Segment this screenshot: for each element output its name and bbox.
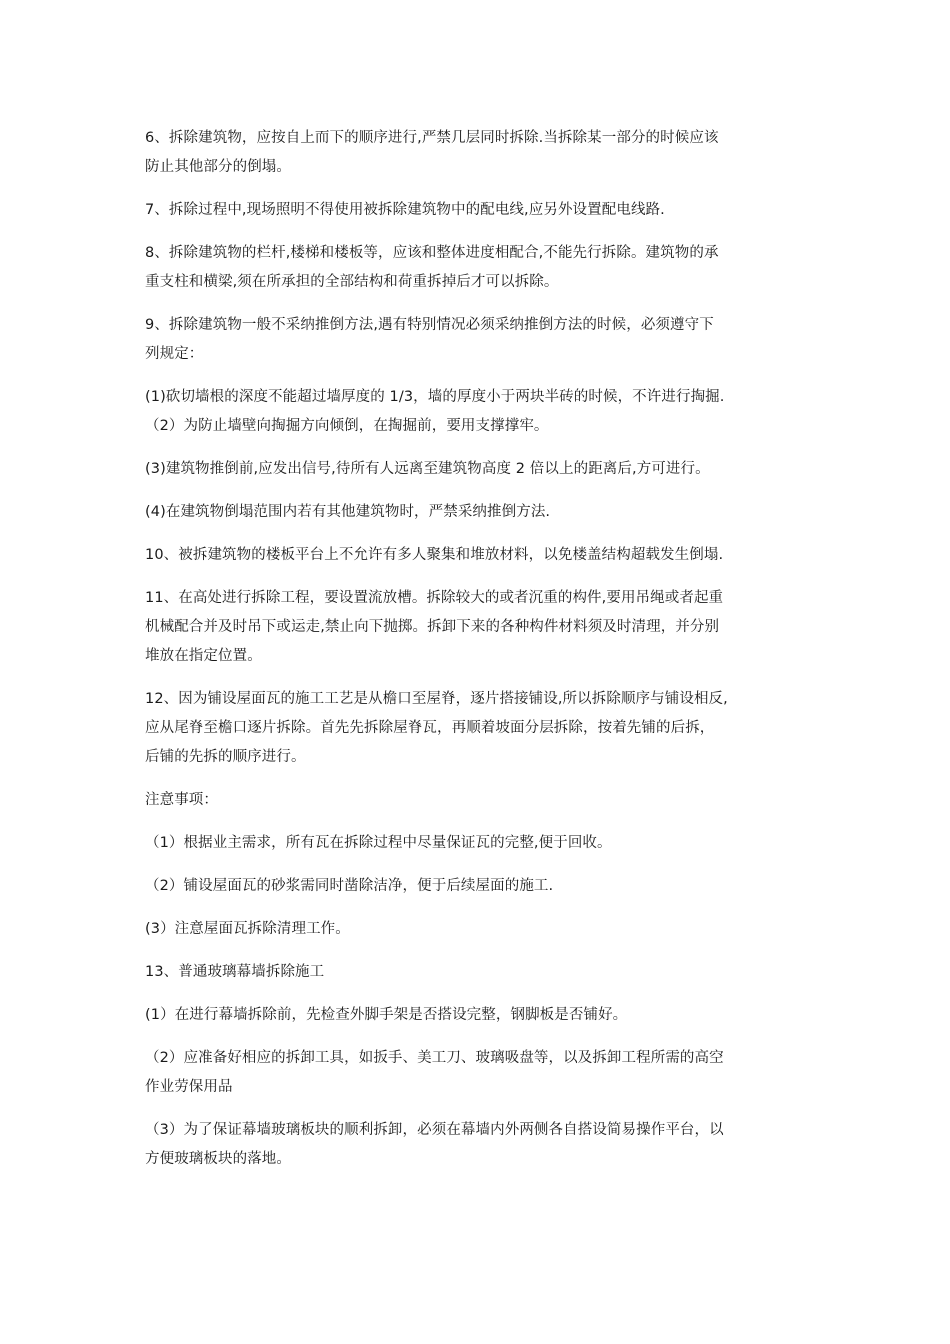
paragraph xyxy=(145,498,810,527)
text-line: (1）在进行幕墙拆除前，先检查外脚手架是否搭设完整，钢脚板是否铺好。 xyxy=(145,1007,628,1023)
paragraph xyxy=(145,239,810,297)
paragraph xyxy=(145,915,810,944)
text-line: 13、普通玻璃幕墙拆除施工 xyxy=(145,964,325,980)
text-line: （2）铺设屋面瓦的砂浆需同时凿除洁净，便于后续屋面的施工. xyxy=(145,878,554,894)
paragraph xyxy=(145,455,810,484)
text-line: 6、拆除建筑物，应按自上而下的顺序进行,严禁几层同时拆除.当拆除某一部分的时候应该 xyxy=(145,130,719,146)
paragraph xyxy=(145,1044,810,1102)
paragraph xyxy=(145,196,810,225)
text-line: （3）为了保证幕墙玻璃板块的顺利拆卸，必须在幕墙内外两侧各自搭设简易操作平台，以 xyxy=(145,1122,724,1138)
text-line: （2）应准备好相应的拆卸工具，如扳手、美工刀、玻璃吸盘等，以及拆卸工程所需的高空 xyxy=(145,1050,724,1066)
text-line: （1）根据业主需求，所有瓦在拆除过程中尽量保证瓦的完整,便于回收。 xyxy=(145,835,612,851)
text-line: 11、在高处进行拆除工程，要设置流放槽。拆除较大的或者沉重的构件,要用吊绳或者起重 xyxy=(145,590,724,606)
text-line: 8、拆除建筑物的栏杆,楼梯和楼板等，应该和整体进度相配合,不能先行拆除。建筑物的承 xyxy=(145,245,719,261)
text-line: 应从尾脊至檐口逐片拆除。首先先拆除屋脊瓦，再顺着坡面分层拆除，按着先铺的后拆， xyxy=(145,720,715,736)
text-line: 12、因为铺设屋面瓦的施工工艺是从檐口至屋脊，逐片搭接铺设,所以拆除顺序与铺设相反, xyxy=(145,691,728,707)
paragraph xyxy=(145,786,810,815)
paragraph xyxy=(145,124,810,182)
text-line: 堆放在指定位置。 xyxy=(145,648,262,664)
paragraph xyxy=(145,829,810,858)
paragraph xyxy=(145,584,810,671)
paragraph xyxy=(145,311,810,369)
paragraph xyxy=(145,685,810,772)
paragraph xyxy=(145,383,810,441)
text-line: 防止其他部分的倒塌。 xyxy=(145,159,291,175)
paragraph xyxy=(145,958,810,987)
text-line: 后铺的先拆的顺序进行。 xyxy=(145,749,306,765)
text-line: 10、被拆建筑物的楼板平台上不允许有多人聚集和堆放材料，以免楼盖结构超载发生倒塌. xyxy=(145,547,724,563)
text-line: (3）注意屋面瓦拆除清理工作。 xyxy=(145,921,350,937)
text-line: 机械配合并及时吊下或运走,禁止向下抛掷。拆卸下来的各种构件材料须及时清理，并分别 xyxy=(145,619,720,635)
text-line: (3)建筑物推倒前,应发出信号,待所有人远离至建筑物高度 2 倍以上的距离后,方可进行。 xyxy=(145,461,710,477)
text-line: (4)在建筑物倒塌范围内若有其他建筑物时，严禁采纳推倒方法. xyxy=(145,504,551,520)
text-line: 作业劳保用品 xyxy=(145,1079,233,1095)
text-line: 重支柱和横梁,须在所承担的全部结构和荷重拆掉后才可以拆除。 xyxy=(145,274,559,290)
text-line: (1)砍切墙根的深度不能超过墙厚度的 1/3，墙的厚度小于两块半砖的时候，不许进行掏掘. xyxy=(145,389,725,405)
text-line: 列规定： xyxy=(145,346,204,362)
document-body xyxy=(145,124,810,1188)
text-line: 9、拆除建筑物一般不采纳推倒方法,遇有特别情况必须采纳推倒方法的时候，必须遵守下 xyxy=(145,317,714,333)
text-line: 方便玻璃板块的落地。 xyxy=(145,1151,291,1167)
paragraph xyxy=(145,1116,810,1174)
paragraph xyxy=(145,1001,810,1030)
text-line: （2）为防止墙壁向掏掘方向倾倒，在掏掘前，要用支撑撑牢。 xyxy=(145,418,549,434)
text-line: 7、拆除过程中,现场照明不得使用被拆除建筑物中的配电线,应另外设置配电线路. xyxy=(145,202,665,218)
text-line: 注意事项： xyxy=(145,792,218,808)
paragraph xyxy=(145,872,810,901)
paragraph xyxy=(145,541,810,570)
